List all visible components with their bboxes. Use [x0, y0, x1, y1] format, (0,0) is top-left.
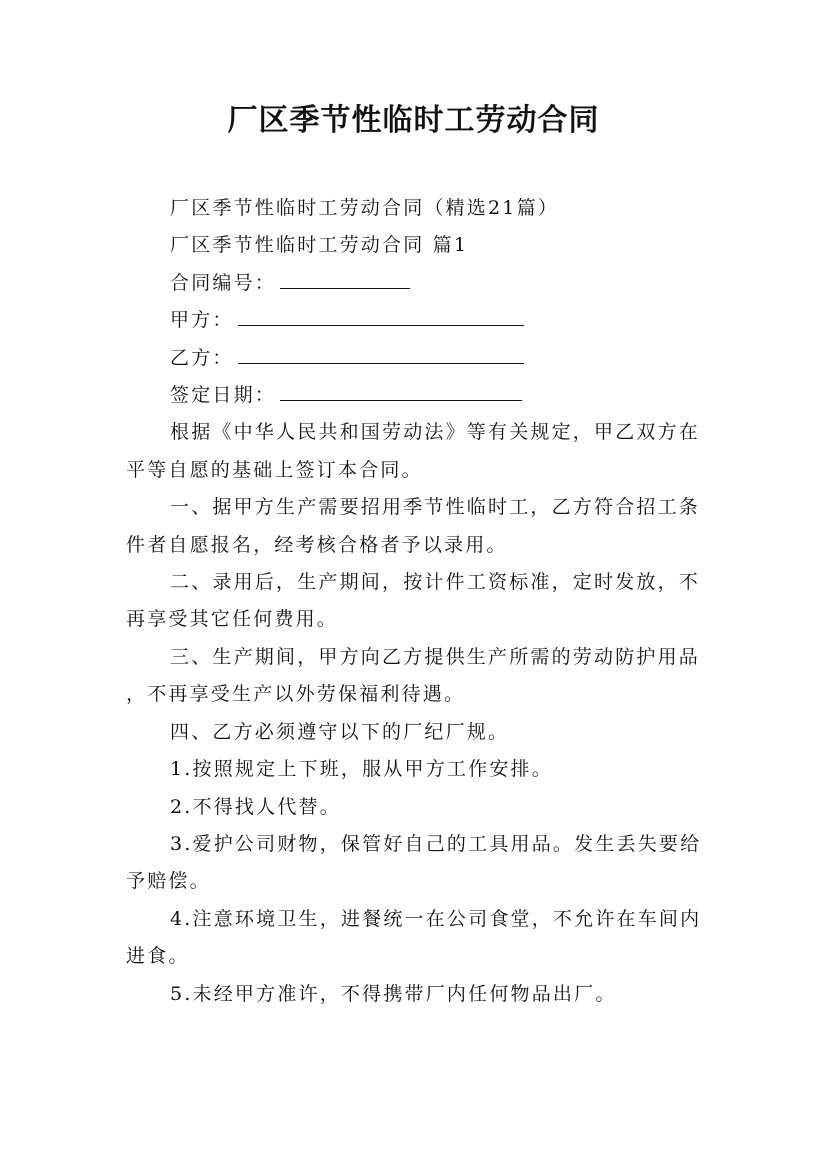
paragraph-clause-1: 一、据甲方生产需要招用季节性临时工，乙方符合招工条件者自愿报名，经考核合格者予以录用。 [126, 496, 701, 556]
rule-item-1: 1.按照规定上下班，服从甲方工作安排。 [170, 758, 553, 781]
document-subtitle: 厂区季节性临时工劳动合同（精选21篇） [170, 197, 559, 219]
contract-number-blank [280, 272, 410, 289]
paragraph-clause-3: 三、生产期间，甲方向乙方提供生产所需的劳动防护用品，不再享受生产以外劳保福利待遇。 [126, 645, 701, 706]
party-a-row [126, 302, 706, 339]
rule-item-4: 4.注意环境卫生，进餐统一在公司食堂，不允许在车间内进食。 [126, 907, 702, 968]
sign-date-row [126, 377, 706, 414]
contract-number-row [126, 265, 706, 302]
paragraph-clause-4: 四、乙方必须遵守以下的厂纪厂规。 [170, 720, 510, 743]
party-a-label: 甲方： [170, 309, 234, 332]
party-a-blank [238, 309, 524, 326]
document-title: 厂区季节性临时工劳动合同 [227, 103, 600, 138]
sign-date-blank [280, 384, 522, 401]
document-body [126, 190, 706, 1013]
party-b-blank [238, 347, 524, 364]
sign-date-label: 签定日期： [170, 384, 277, 407]
section-heading: 厂区季节性临时工劳动合同 篇1 [170, 234, 469, 257]
rule-item-5: 5.未经甲方准许，不得携带厂内任何物品出厂。 [170, 982, 617, 1005]
paragraph-preamble: 根据《中华人民共和国劳动法》等有关规定，甲乙双方在平等自愿的基础上签订本合同。 [126, 421, 701, 481]
party-b-row [126, 340, 706, 377]
rule-item-3: 3.爱护公司财物，保管好自己的工具用品。发生丢失要给予赔偿。 [126, 832, 702, 893]
contract-number-label: 合同编号： [170, 271, 277, 294]
paragraph-clause-2: 二、录用后，生产期间，按计件工资标准，定时发放，不再享受其它任何费用。 [126, 571, 701, 631]
rule-item-2: 2.不得找人代替。 [170, 795, 341, 818]
party-b-label: 乙方： [170, 346, 234, 369]
